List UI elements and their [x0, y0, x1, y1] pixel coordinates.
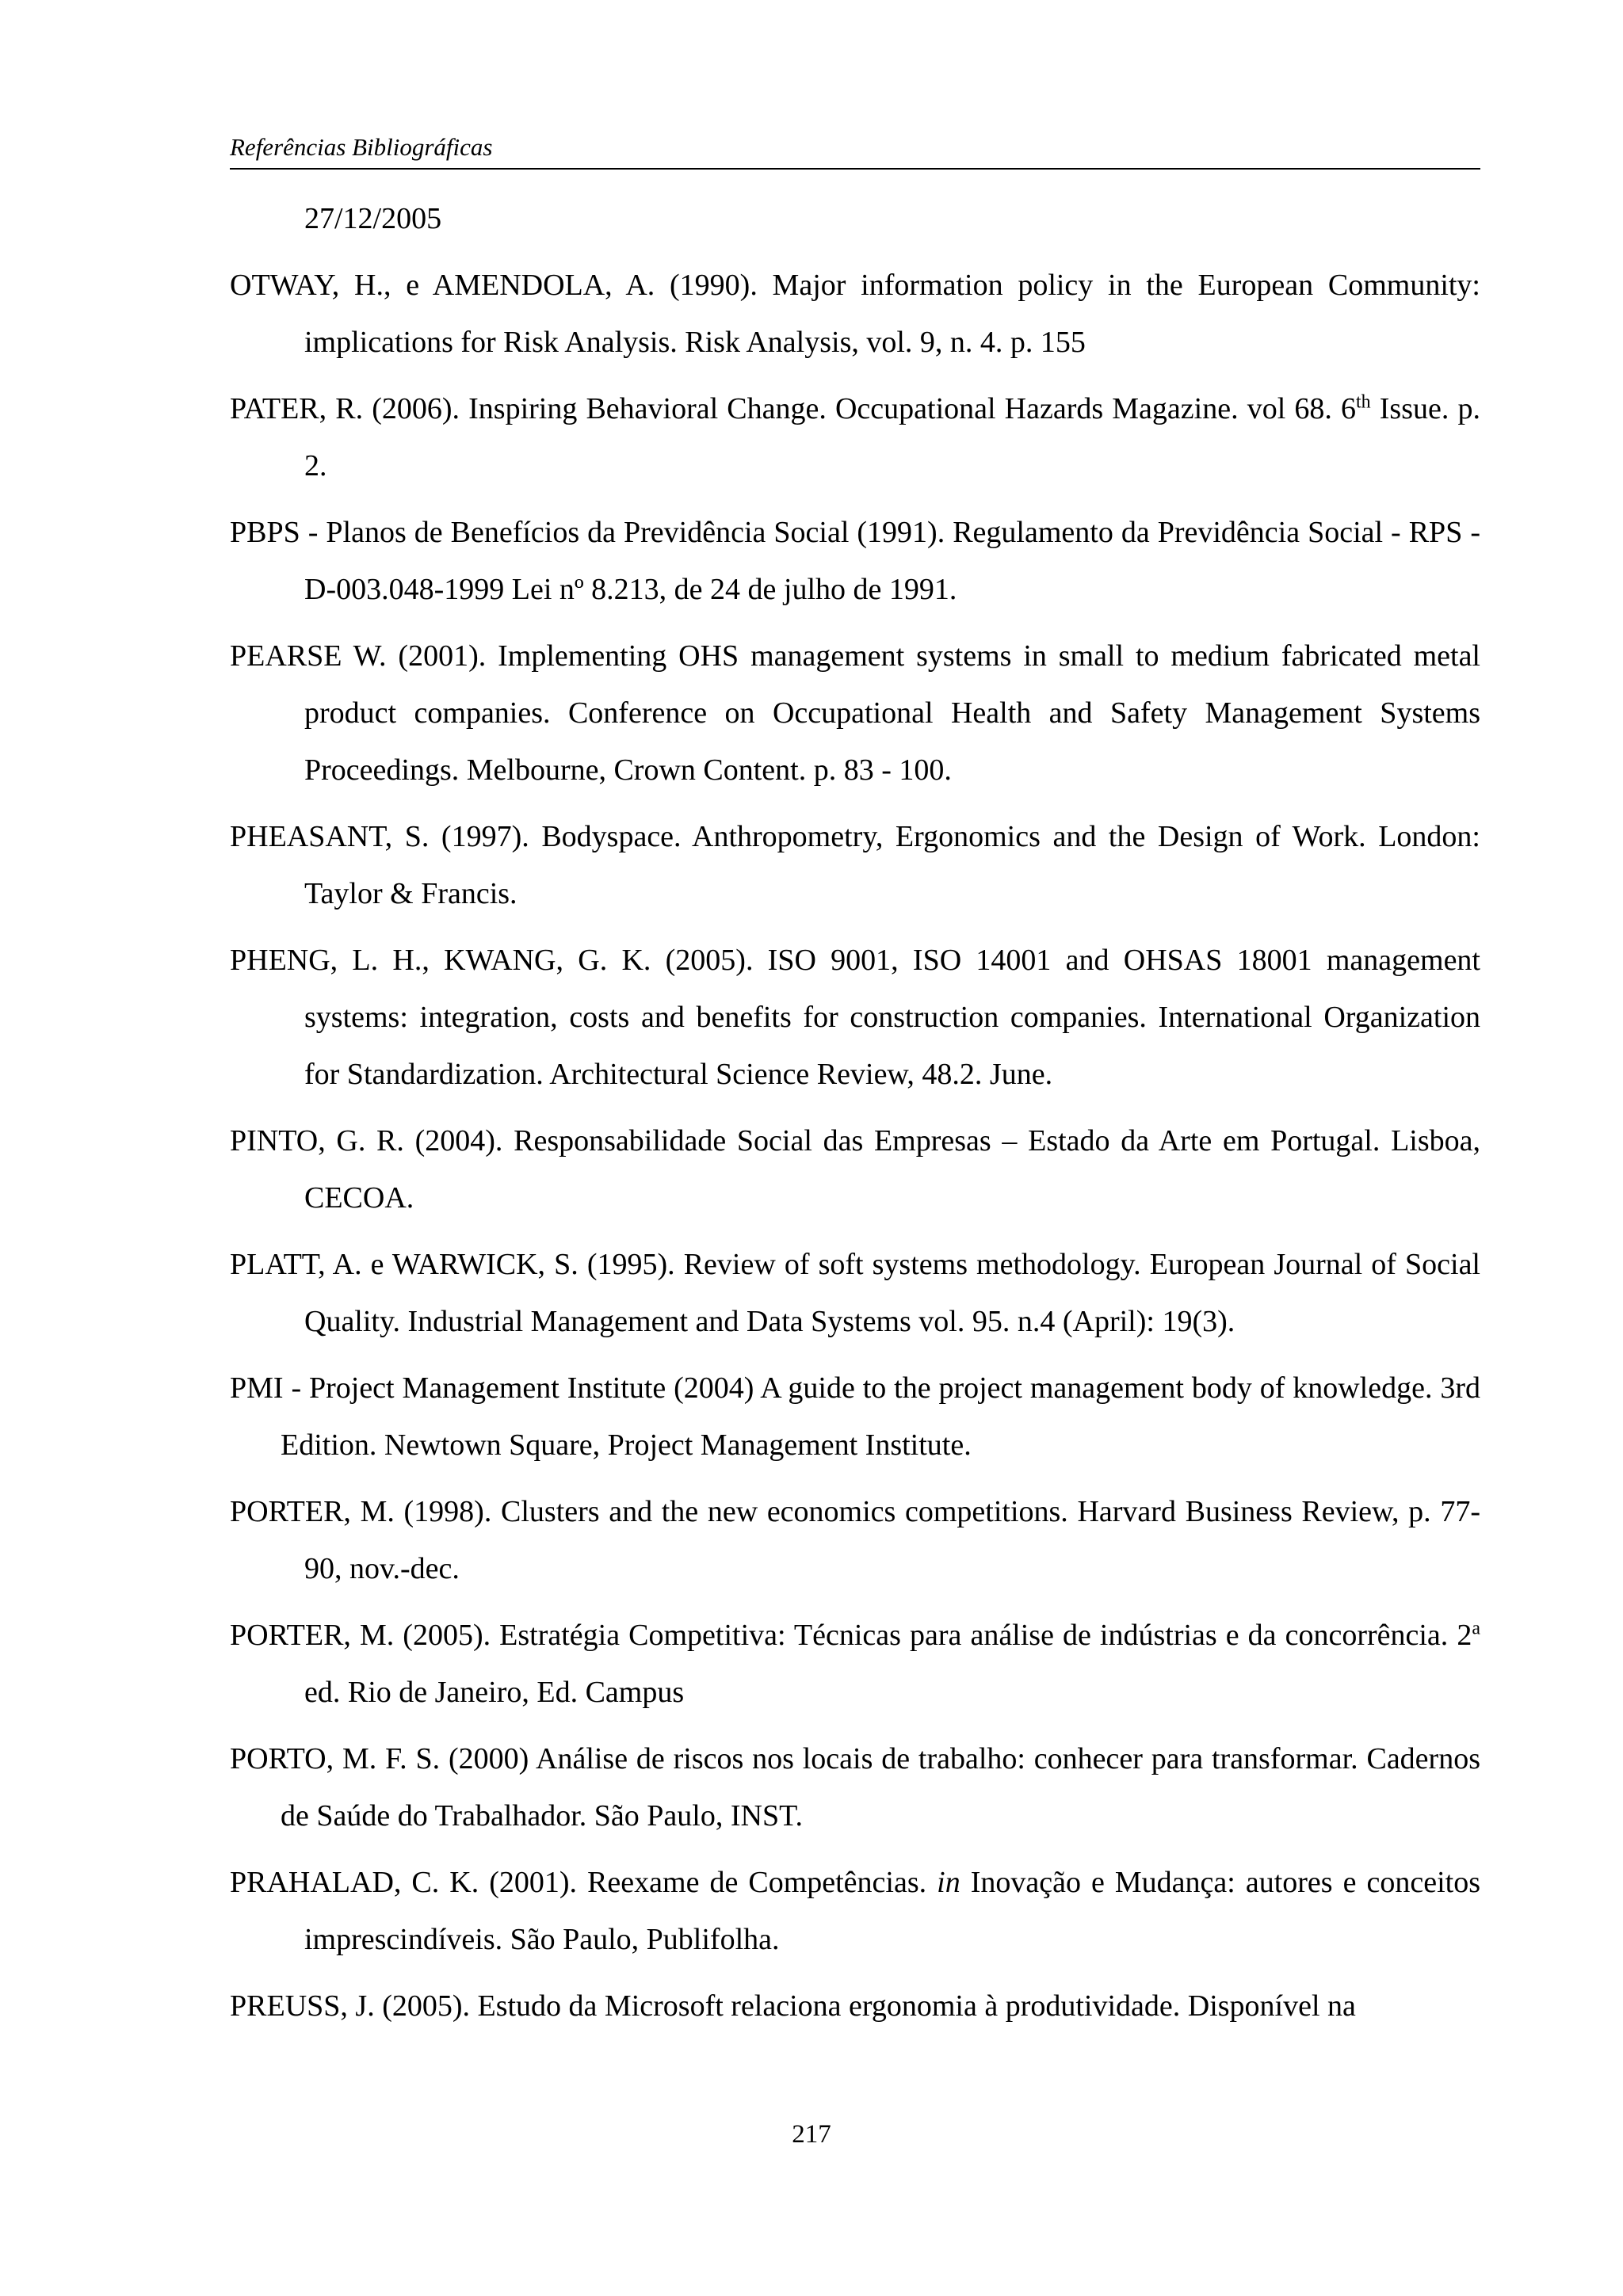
- reference-entry: PLATT, A. e WARWICK, S. (1995). Review of soft systems methodology. European Journal of Social Quality. Industrial Management and Data Systems vol. 95. n.4 (April): 19(3).: [230, 1248, 1480, 1338]
- reference-entry: [230, 1854, 1480, 1968]
- reference-text: Inovação e Mudança: autores e conceitos imprescindíveis. São Paulo, Publifolha.: [304, 1866, 1480, 1956]
- reference-text: PORTER, M. (2005). Estratégia Competitiva: Técnicas para análise de indústrias e da concorrência. 2: [230, 1619, 1472, 1652]
- reference-entry: OTWAY, H., e AMENDOLA, A. (1990). Major information policy in the European Community: implications for Risk Analysis. Risk Analysis, vol. 9, n. 4. p. 155: [230, 269, 1480, 359]
- reference-entry: PHENG, L. H., KWANG, G. K. (2005). ISO 9001, ISO 14001 and OHSAS 18001 management systems: integration, costs and benefits for construction companies. International Organization for Standardization. Architectural Science Review, 48.2. June.: [230, 944, 1480, 1091]
- reference-text: PATER, R. (2006). Inspiring Behavioral Change. Occupational Hazards Magazine. vol 68. 6: [230, 392, 1356, 425]
- running-header: [230, 132, 1480, 170]
- reference-text: Issue. p. 2.: [304, 392, 1480, 482]
- reference-continuation: 27/12/2005: [304, 202, 442, 235]
- header-title: Referências Bibliográficas: [230, 133, 493, 161]
- reference-entry: PORTO, M. F. S. (2000) Análise de riscos nos locais de trabalho: conhecer para transformar. Cadernos de Saúde do Trabalhador. São Paulo, INST.: [230, 1742, 1480, 1833]
- reference-entry: PHEASANT, S. (1997). Bodyspace. Anthropometry, Ergonomics and the Design of Work. London: Taylor & Francis.: [230, 820, 1480, 910]
- reference-entry: [230, 1607, 1480, 1721]
- reference-list: [230, 190, 1480, 2044]
- reference-text: ed. Rio de Janeiro, Ed. Campus: [304, 1676, 685, 1709]
- italic-text: in: [937, 1866, 960, 1899]
- reference-entry: PINTO, G. R. (2004). Responsabilidade Social das Empresas – Estado da Arte em Portugal. Lisboa, CECOA.: [230, 1124, 1480, 1215]
- reference-entry: PREUSS, J. (2005). Estudo da Microsoft relaciona ergonomia à produtividade. Disponível na: [230, 1989, 1356, 2023]
- page-number: 217: [792, 2120, 831, 2149]
- superscript: th: [1355, 391, 1371, 413]
- superscript: a: [1472, 1618, 1480, 1639]
- reference-entry: [230, 380, 1480, 494]
- reference-text: PRAHALAD, C. K. (2001). Reexame de Competências.: [230, 1866, 938, 1899]
- reference-entry: PORTER, M. (1998). Clusters and the new economics competitions. Harvard Business Review, p. 77-90, nov.-dec.: [230, 1495, 1480, 1585]
- reference-entry: PMI - Project Management Institute (2004) A guide to the project management body of knowledge. 3rd Edition. Newtown Square, Project Management Institute.: [230, 1371, 1480, 1462]
- reference-entry: PEARSE W. (2001). Implementing OHS management systems in small to medium fabricated metal product companies. Conference on Occupational Health and Safety Management Systems Proceedings. Melbourne, Crown Content. p. 83 - 100.: [230, 639, 1480, 787]
- reference-entry: PBPS - Planos de Benefícios da Previdência Social (1991). Regulamento da Previdência Social - RPS - D-003.048-1999 Lei nº 8.213, de 24 de julho de 1991.: [230, 516, 1480, 606]
